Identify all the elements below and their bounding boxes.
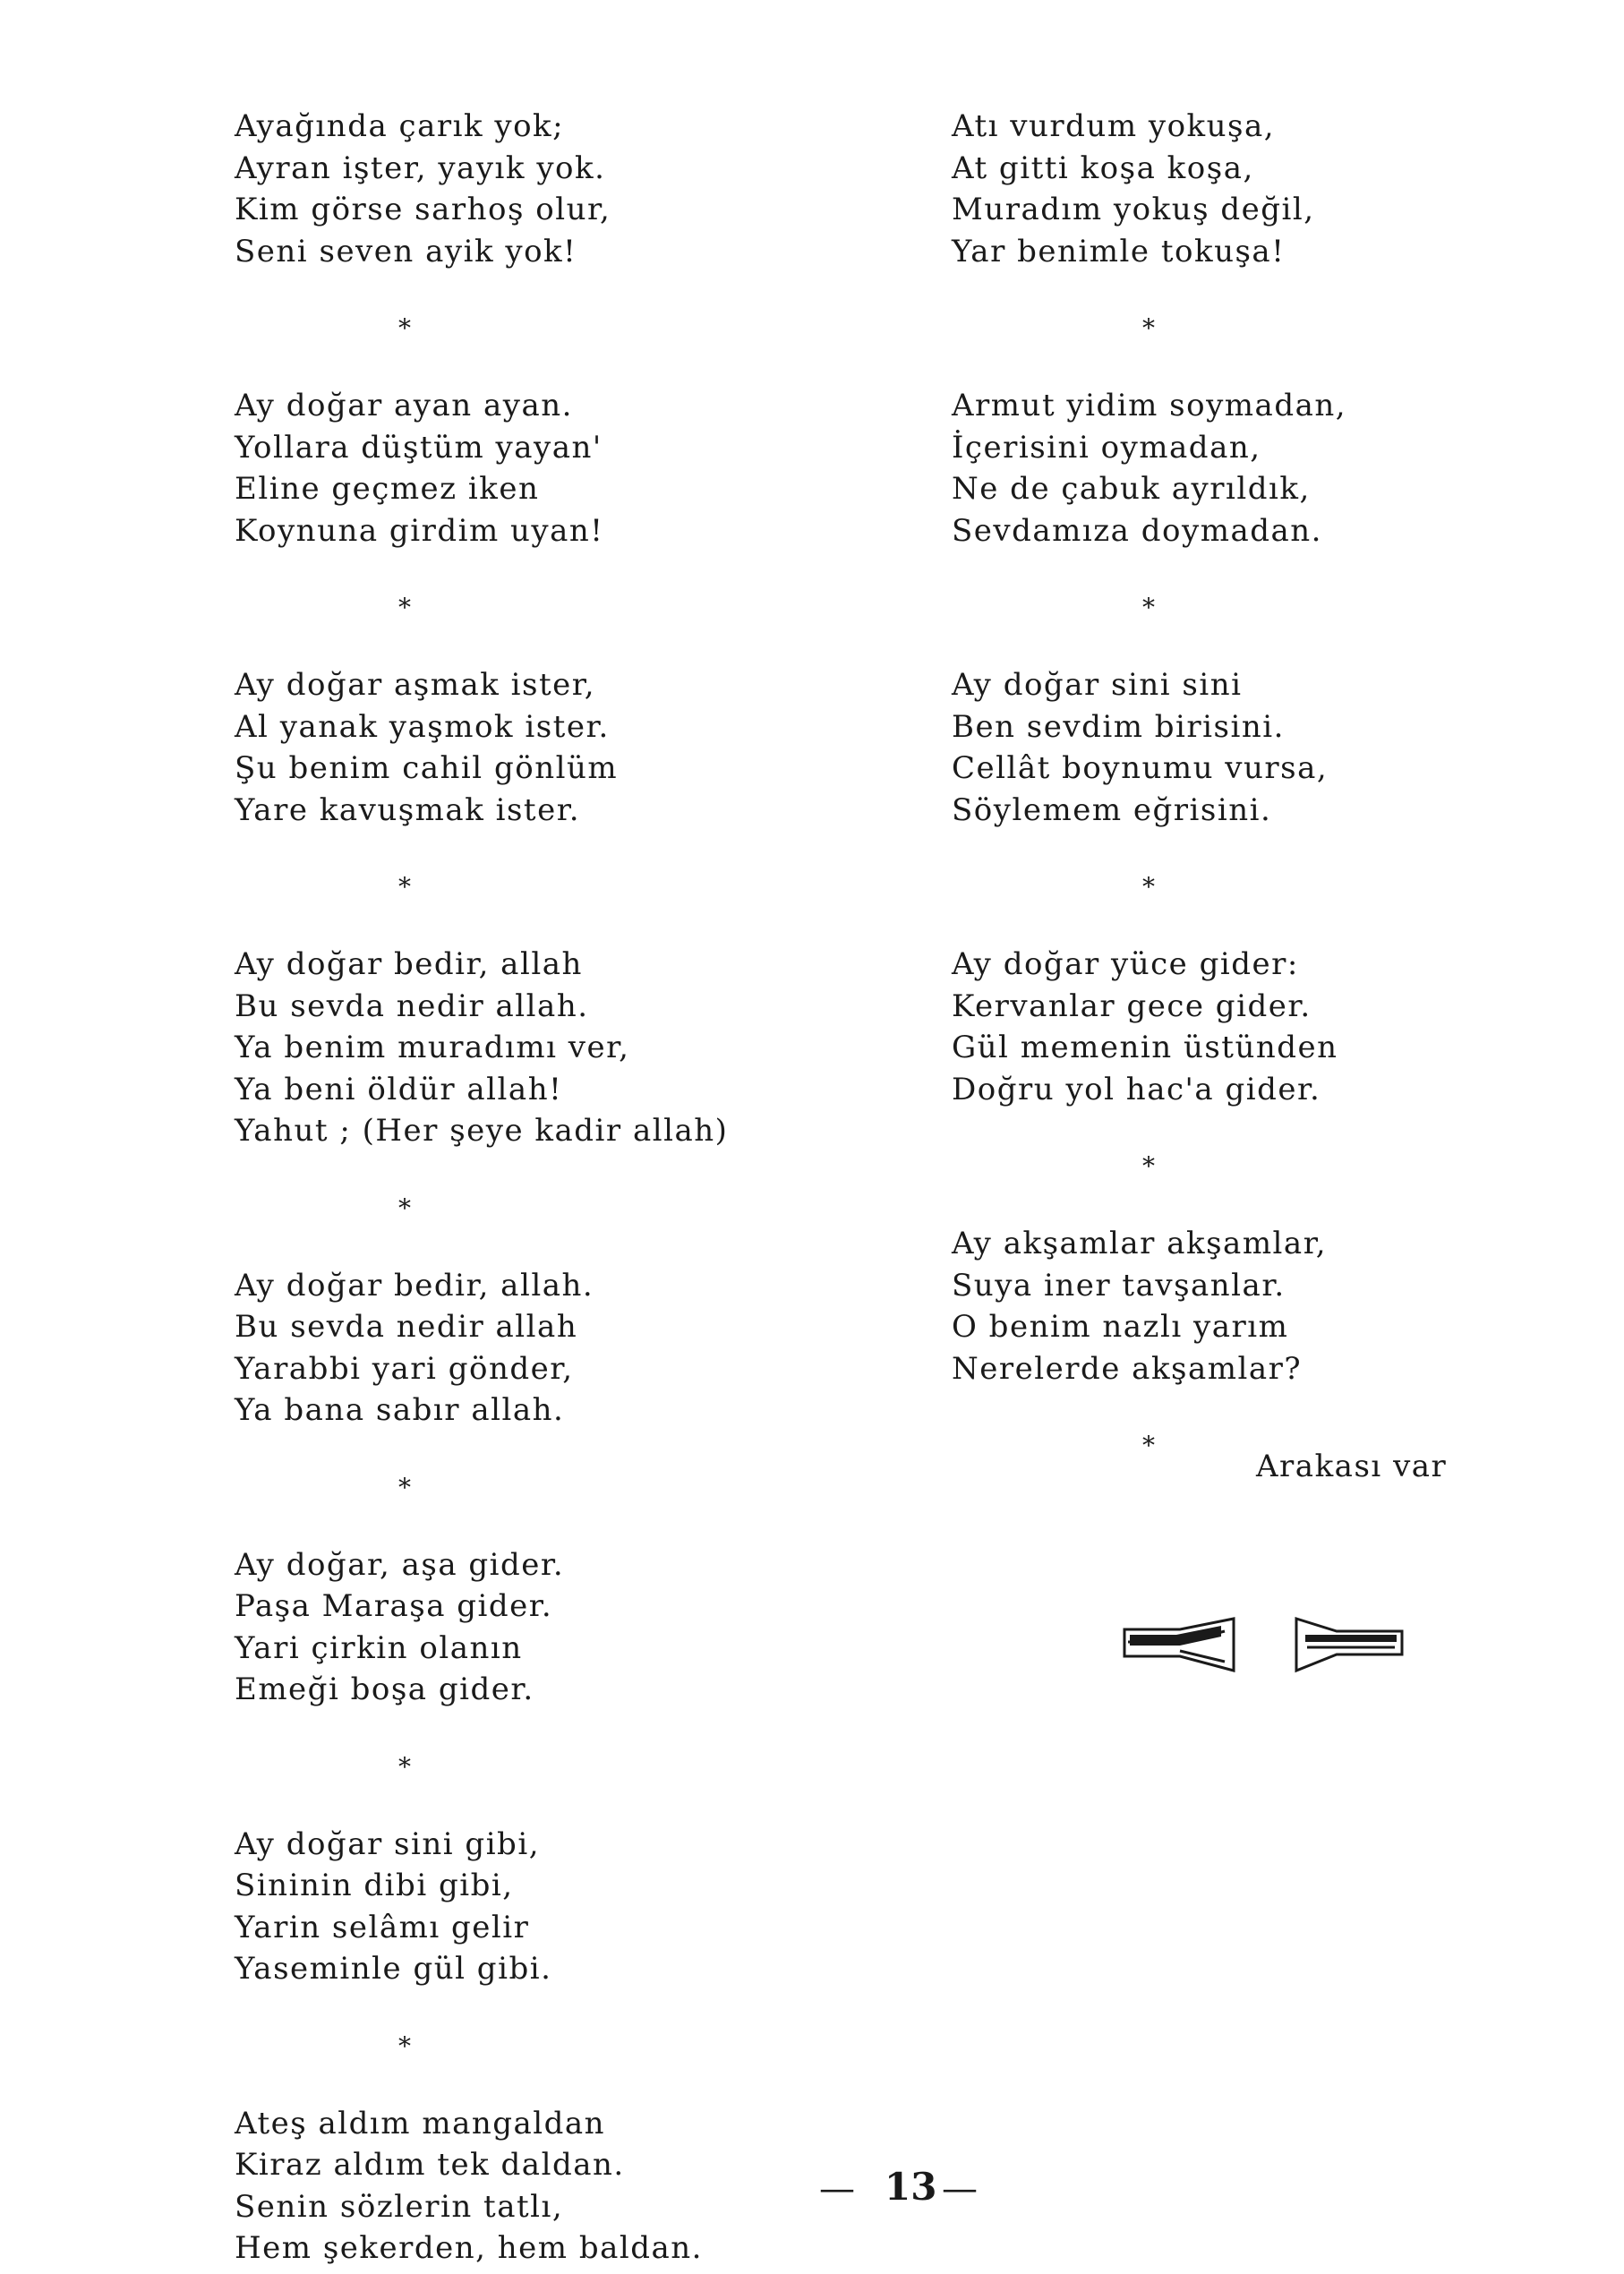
poem-line: Doğru yol hac'a gider. [952,1071,1321,1107]
poem-line: Ayran işter, yayık yok. [235,150,606,186]
poem-line: Paşa Maraşa gider. [235,1588,553,1624]
poem-line: Senin sözlerin tatlı, [235,2188,564,2225]
page-number-dash-left: — [819,2168,855,2210]
poem-line: Söylemem eğrisini. [952,791,1272,828]
stanza-separator: * [398,2030,411,2061]
poem-line: Kiraz aldım tek daldan. [235,2147,625,2183]
poem-line: Kim görse sarhoş olur, [235,192,611,227]
poem-line: Sininin dibi gibi, [235,1868,514,1903]
poem-line: Ay doğar sini sini [952,667,1243,703]
poem-line: Ay akşamlar akşamlar, [952,1226,1328,1261]
stanza-separator: * [398,1472,411,1502]
stanza-separator: * [398,593,411,622]
poem-line: Ateş aldım mangaldan [235,2105,606,2141]
poem-line: Seni seven ayik yok! [235,233,577,269]
right-poem-column [952,106,1489,1484]
page-number: 13 [885,2165,937,2209]
poem-stanza [235,385,843,551]
poem-line: Ay doğar aşmak ister, [235,667,596,703]
poem-line: Ay doğar bedir, allah. [235,1267,594,1304]
stanza-separator: * [1142,313,1155,343]
poem-line: Ben sevdim birisini. [952,708,1285,745]
stanza-separator: * [1142,1151,1155,1181]
poem-line: Hem şekerden, hem baldan. [235,2230,703,2266]
poem-line: Şu benim cahil gönlüm [235,750,619,786]
poem-line: Ya beni öldür allah! [235,1071,563,1107]
poem-stanza [235,944,843,1152]
poem-stanza [952,944,1489,1110]
poem-stanza [235,106,843,272]
poem-line: Bu sevda nedir allah [235,1309,578,1345]
poem-line: Ayağında çarık yok; [235,108,565,144]
poem-line: Ne de çabuk ayrıldık, [952,471,1311,507]
stanza-separator: * [398,1751,411,1782]
poem-line: Koynuna girdim uyan! [235,512,604,549]
poem-line: Bu sevda nedir allah. [235,987,589,1024]
poem-line: Al yanak yaşmok ister. [235,708,610,745]
poem-stanza [235,2103,843,2270]
poem-line: Sevdamıza doymadan. [952,512,1322,549]
poem-line: Emeği boşa gider. [235,1671,534,1707]
poem-line: Nerelerde akşamlar? [952,1350,1303,1387]
poem-line: Ay doğar ayan ayan. [235,388,573,423]
poem-line: Yarabbi yari gönder, [235,1350,574,1387]
poem-line: Ay doğar yüce gider: [952,946,1299,982]
fish-ornament-icon [1117,1611,1413,1679]
poem-line: Yollara düştüm yayan' [235,429,603,466]
poem-line: Yare kavuşmak ister. [235,791,581,828]
poem-line: Ya benim muradımı ver, [235,1030,630,1065]
poem-line: Muradım yokuş değil, [952,192,1315,227]
poem-stanza [952,106,1489,272]
poem-line: Yahut ; (Her şeye kadir allah) [235,1113,729,1149]
poem-line: Ay doğar sini gibi, [235,1825,541,1862]
poem-stanza [235,664,843,831]
poem-line: Ay doğar bedir, allah [235,946,583,982]
poem-line: Gül memenin üstünden [952,1030,1338,1065]
poem-stanza [235,1265,843,1432]
poem-line: Ya bana sabır allah. [235,1392,565,1428]
poem-line: Yaseminle gül gibi. [235,1951,552,1987]
poem-line: Suya iner tavşanlar. [952,1267,1286,1304]
poem-line: Kervanlar gece gider. [952,987,1312,1024]
poem-line: Cellât boynumu vursa, [952,750,1329,786]
stanza-separator: * [398,872,411,902]
poem-stanza [235,1824,843,1990]
stanza-separator: * [1142,1431,1155,1460]
poem-line: İçerisini oymadan, [952,429,1261,466]
continued-note: Arakası var [1256,1449,1448,1484]
poem-stanza [952,385,1489,551]
poem-line: O benim nazlı yarım [952,1309,1289,1345]
stanza-separator: * [1142,872,1155,902]
poem-line: Atı vurdum yokuşa, [952,108,1276,144]
poem-line: Yari çirkin olanın [235,1629,523,1666]
poem-line: Yarin selâmı gelir [235,1909,530,1945]
poem-stanza [952,664,1489,831]
poem-line: Armut yidim soymadan, [952,388,1347,423]
poem-stanza [952,1223,1489,1389]
poem-line: Yar benimle tokuşa! [952,233,1286,269]
stanza-separator: * [398,1193,411,1223]
page-number-dash-right: — [942,2168,978,2210]
poem-line: At gitti koşa koşa, [952,150,1254,186]
poem-stanza [235,1544,843,1711]
left-poem-column [235,106,843,2270]
poem-line: Eline geçmez iken [235,471,540,507]
stanza-separator: * [1142,593,1155,622]
stanza-separator: * [398,313,411,343]
poem-line: Ay doğar, aşa gider. [235,1546,565,1583]
